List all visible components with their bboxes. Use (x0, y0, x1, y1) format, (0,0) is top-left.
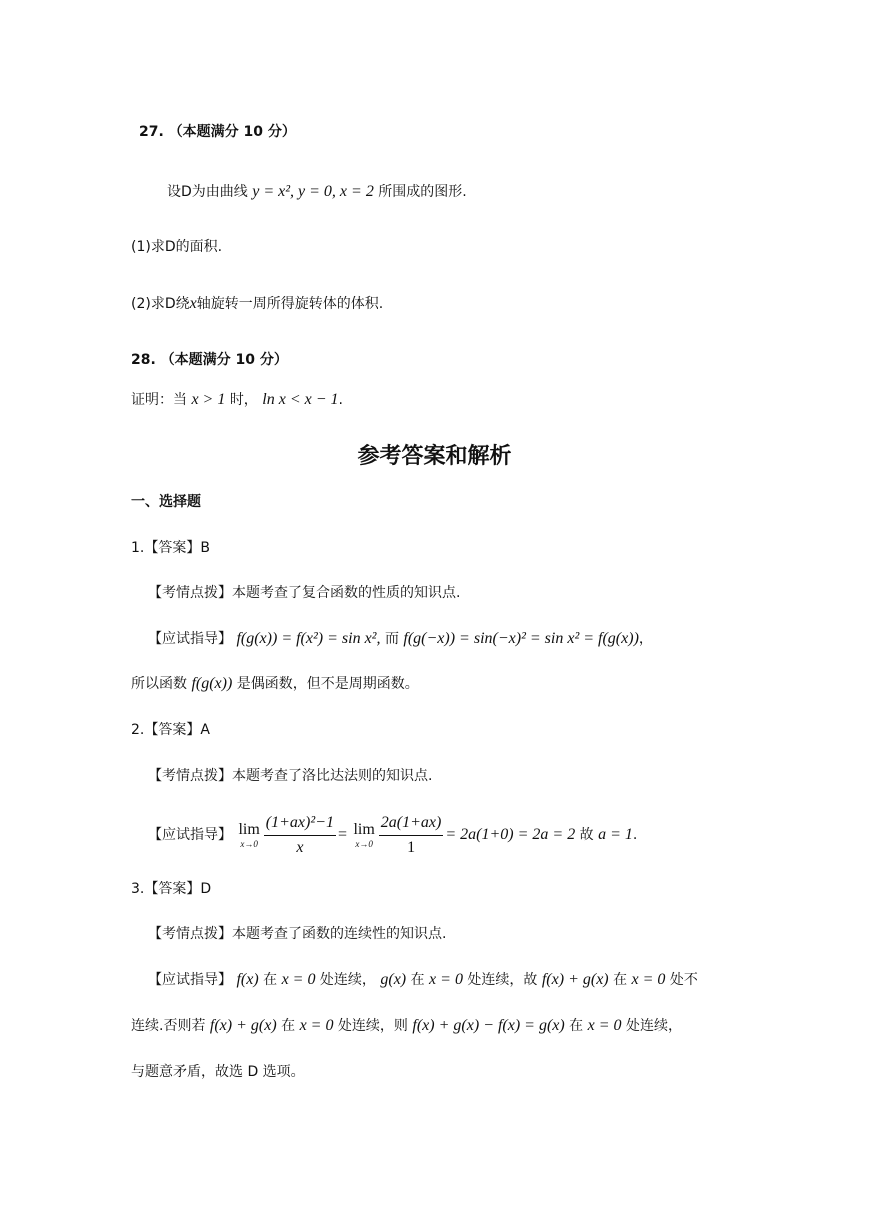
a3-answer: 3.【答案】D (131, 881, 212, 897)
a3-l1-g: g(x) (380, 971, 407, 988)
a3-l2-expr: f(x) + g(x) − f(x) = g(x) (412, 1017, 565, 1034)
a3-point-text: 本题考查了函数的连续性的知识点. (232, 926, 447, 942)
a2-point-text: 本题考查了洛比达法则的知识点. (232, 768, 433, 784)
a2-fraction-1 (264, 813, 336, 858)
q28-proof-pre: 证明：当 (131, 392, 187, 408)
a3-l1-a: 在 (263, 972, 278, 988)
a2-answer: 2.【答案】A (131, 722, 210, 738)
a2-lim-sub-1: x→0 (240, 839, 258, 849)
a3-l1-x0a: x = 0 (281, 971, 316, 988)
a1-guide-label: 【应试指导】 (148, 631, 232, 647)
q28-proof-cond: x > 1 (191, 391, 226, 408)
a1-guide-and: 而 (384, 631, 399, 647)
section1-title: 一、选择题 (131, 494, 201, 510)
a3-l2-a: 连续.否则若 (131, 1018, 206, 1034)
a3-l2-b: 在 (281, 1018, 296, 1034)
a2-tail-end: . (632, 827, 638, 843)
a2-tail-word: 故 (579, 827, 594, 843)
a1-point (148, 583, 460, 603)
a1-point-label: 【考情点拨】 (148, 585, 232, 601)
a3-l2-d: 在 (569, 1018, 584, 1034)
q27-part1: (1)求D的面积. (131, 239, 223, 255)
a2-frac1-den: x (296, 838, 304, 856)
q28-proof-mid: 时， (229, 392, 258, 408)
a3-l2-x0b: x = 0 (587, 1017, 622, 1034)
a1-guide (148, 629, 653, 649)
a3-l1-d: 处连续，故 (467, 972, 538, 988)
a3-guide-line1 (148, 970, 698, 990)
a3-l1-f: f(x) (236, 971, 259, 988)
a1-guide-comma: ， (638, 631, 653, 647)
a1-point-text: 本题考查了复合函数的性质的知识点. (232, 585, 461, 601)
a2-point (148, 766, 432, 786)
q27-heading: 27. （本题满分 10 分） (139, 124, 296, 140)
a1-answer: 1.【答案】B (131, 540, 210, 556)
a2-limit-1 (238, 821, 259, 849)
a2-eq: = (337, 826, 347, 843)
a3-l1-x0b: x = 0 (429, 971, 463, 988)
a3-point-label: 【考情点拨】 (148, 926, 232, 942)
a2-limit-2 (353, 821, 374, 849)
a3-l1-fg: f(x) + g(x) (541, 971, 609, 988)
answers-title: 参考答案和解析 (357, 444, 512, 469)
a3-point (148, 924, 446, 944)
a2-tail-math: = 2a(1+0) = 2a = 2 (445, 826, 576, 843)
a2-guide-label: 【应试指导】 (148, 827, 232, 843)
a2-frac1-num: (1+ax)²−1 (264, 813, 336, 836)
q28-heading: 28. （本题满分 10 分） (131, 352, 288, 368)
a2-point-label: 【考情点拨】 (148, 768, 232, 784)
a3-l2-c: 处连续，则 (337, 1018, 408, 1034)
a3-l1-f2: 处不 (669, 972, 698, 988)
a3-l1-x0c: x = 0 (631, 971, 666, 988)
a3-l1-e: 在 (613, 972, 628, 988)
q28-proof-ineq: ln x < x − 1 (262, 391, 339, 408)
a1-concl-post: 是偶函数，但不是周期函数。 (236, 676, 419, 692)
a3-guide-label: 【应试指导】 (148, 972, 232, 988)
q27-part2-post: 轴旋转一周所得旋转体的体积. (196, 296, 384, 312)
q27-part2-var: x (189, 295, 197, 312)
a2-guide (148, 810, 637, 860)
a3-l2-fg: f(x) + g(x) (209, 1017, 277, 1034)
a3-l2-e: 处连续， (625, 1018, 682, 1034)
a1-guide-math2: f(g(−x)) = sin(−x)² = sin x² = f(g(x)) (403, 630, 639, 647)
a1-concl-pre: 所以函数 (131, 676, 187, 692)
q28-proof (131, 390, 343, 410)
q28-proof-end: . (338, 392, 343, 408)
a2-lim-word-2: lim (353, 821, 375, 838)
a3-guide-line2 (131, 1016, 682, 1036)
a2-lim-word-1: lim (238, 821, 260, 838)
a2-frac2-num: 2a(1+ax) (379, 813, 444, 836)
q27-stem-post: 所围成的图形. (378, 184, 467, 200)
a2-tail-result: a = 1 (598, 826, 633, 843)
q27-part2 (131, 294, 383, 314)
q27-part2-pre: (2)求D绕 (131, 296, 190, 312)
q27-stem-pre: 设D为由曲线 (167, 184, 248, 200)
a3-guide-line3: 与题意矛盾，故选 D 选项。 (131, 1064, 305, 1080)
a1-conclusion (131, 674, 419, 694)
a3-l1-b: 处连续， (319, 972, 376, 988)
a1-concl-math: f(g(x)) (191, 675, 233, 692)
a2-fraction-2 (379, 813, 444, 858)
a1-guide-math1: f(g(x)) = f(x²) = sin x², (236, 630, 381, 647)
a3-l1-c: 在 (410, 972, 425, 988)
a2-lim-sub-2: x→0 (355, 839, 373, 849)
q27-stem-math: y = x², y = 0, x = 2 (252, 183, 374, 200)
q27-stem (167, 182, 467, 202)
a3-l2-x0a: x = 0 (299, 1017, 334, 1034)
a2-frac2-den: 1 (407, 838, 416, 856)
